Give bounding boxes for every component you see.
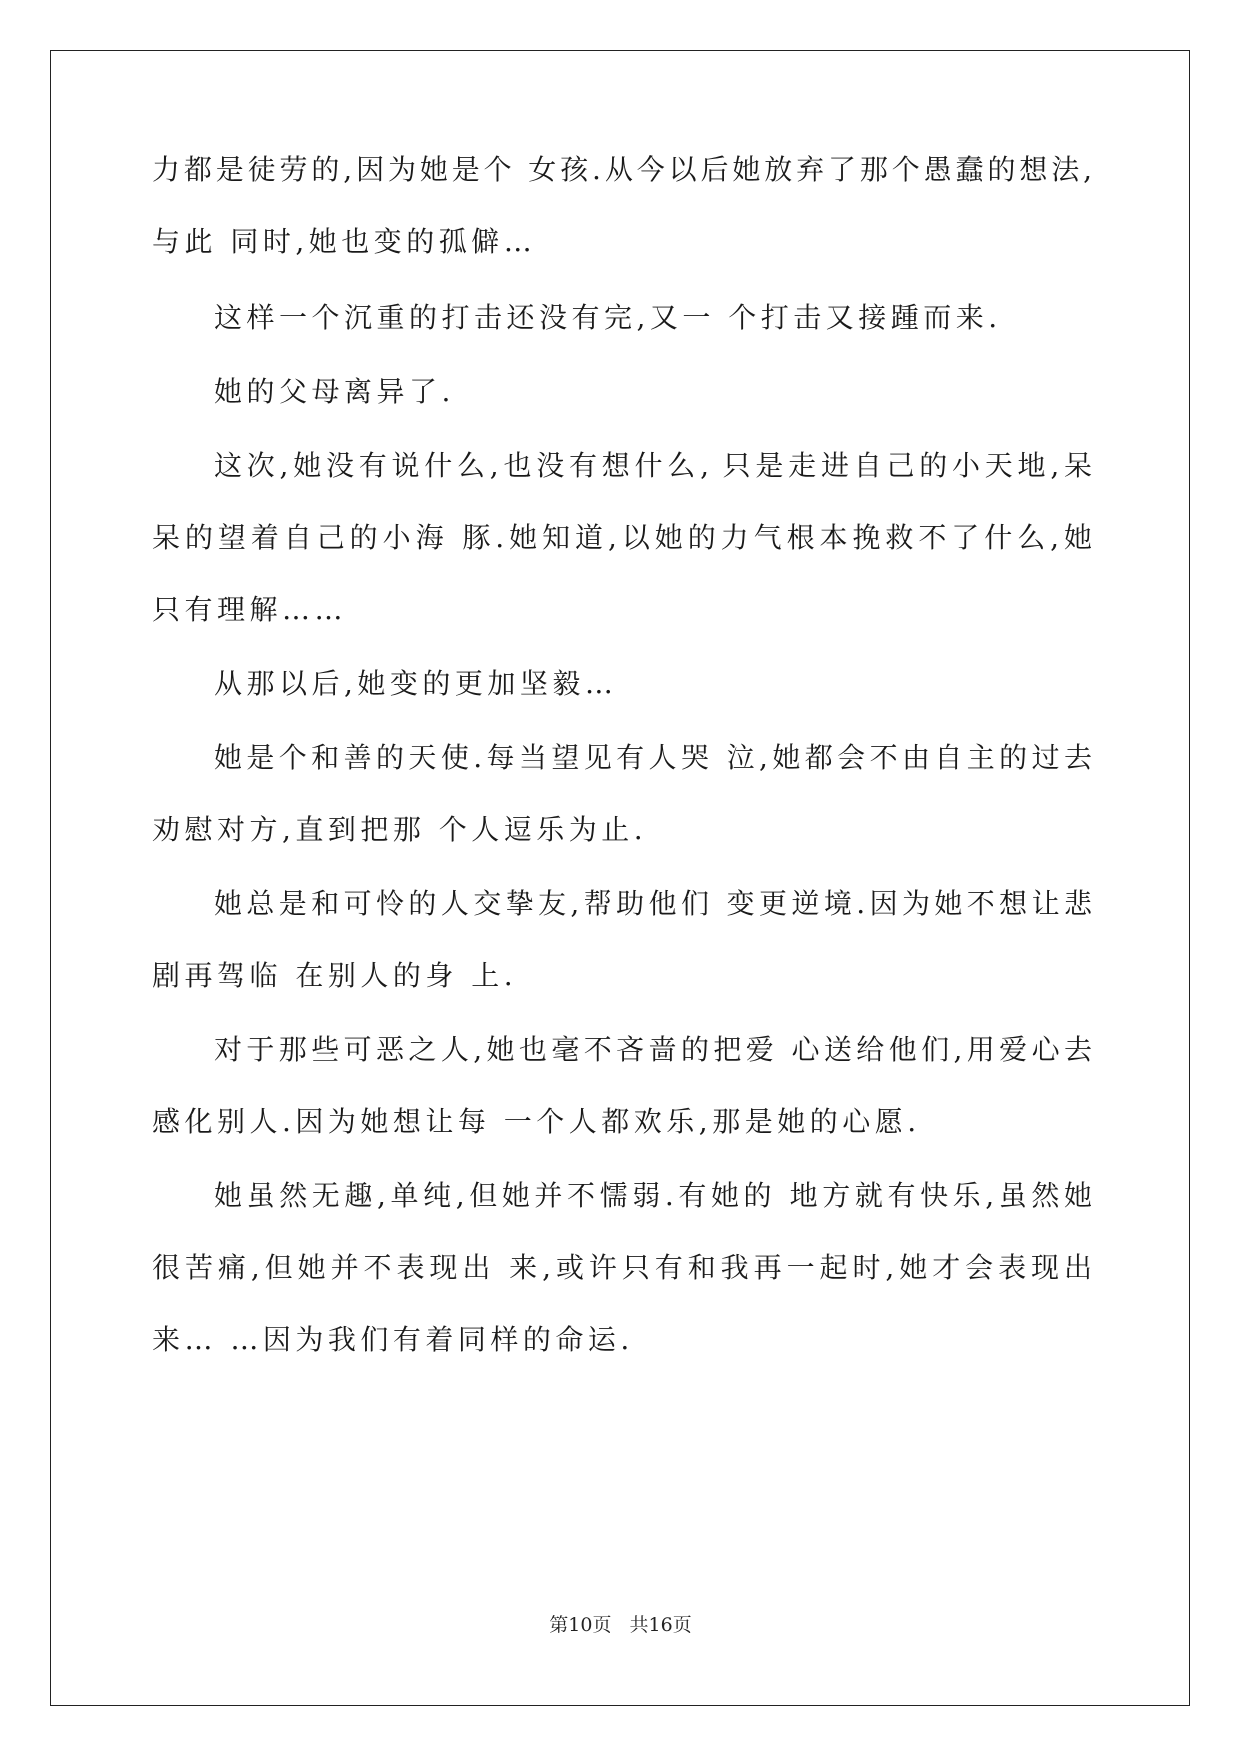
paragraph-line: 她的父母离异了. — [214, 375, 455, 408]
text-line: 劝慰对方,直到把那 个人逗乐为止. — [152, 813, 648, 846]
text-line: 呆的望着自己的小海 豚.她知道,以她的力气根本挽救不了什么,她 — [152, 521, 1092, 554]
paragraph-line: 她虽然无趣,单纯,但她并不懦弱.有她的 地方就有快乐,虽然她 — [214, 1179, 1092, 1212]
paragraph-line: 这样一个沉重的打击还没有完,又一 个打击又接踵而来. — [214, 301, 1002, 334]
text-line: 很苦痛,但她并不表现出 来,或许只有和我再一起时,她才会表现出 — [152, 1251, 1092, 1284]
paragraph-line: 这次,她没有说什么,也没有想什么, 只是走进自己的小天地,呆 — [214, 449, 1092, 482]
text-line: 剧再驾临 在别人的身 上. — [152, 959, 518, 992]
text-line: 与此 同时,她也变的孤僻… — [152, 225, 537, 258]
page-total: 共16页 — [629, 1614, 692, 1636]
page-number: 第10页 — [549, 1614, 612, 1636]
text-line: 只有理解…… — [152, 593, 348, 626]
text-line: 来… …因为我们有着同样的命运. — [152, 1323, 634, 1356]
paragraph-line: 从那以后,她变的更加坚毅… — [214, 667, 618, 700]
text-line: 力都是徒劳的,因为她是个 女孩.从今以后她放弃了那个愚蠢的想法, — [152, 153, 1092, 186]
page-footer — [0, 1610, 1241, 1637]
paragraph-line: 她总是和可怜的人交挚友,帮助他们 变更逆境.因为她不想让悲 — [214, 887, 1092, 920]
text-line: 感化别人.因为她想让每 一个人都欢乐,那是她的心愿. — [152, 1105, 921, 1138]
paragraph-line: 对于那些可恶之人,她也毫不吝啬的把爱 心送给他们,用爱心去 — [214, 1033, 1092, 1066]
paragraph-line: 她是个和善的天使.每当望见有人哭 泣,她都会不由自主的过去 — [214, 741, 1092, 774]
